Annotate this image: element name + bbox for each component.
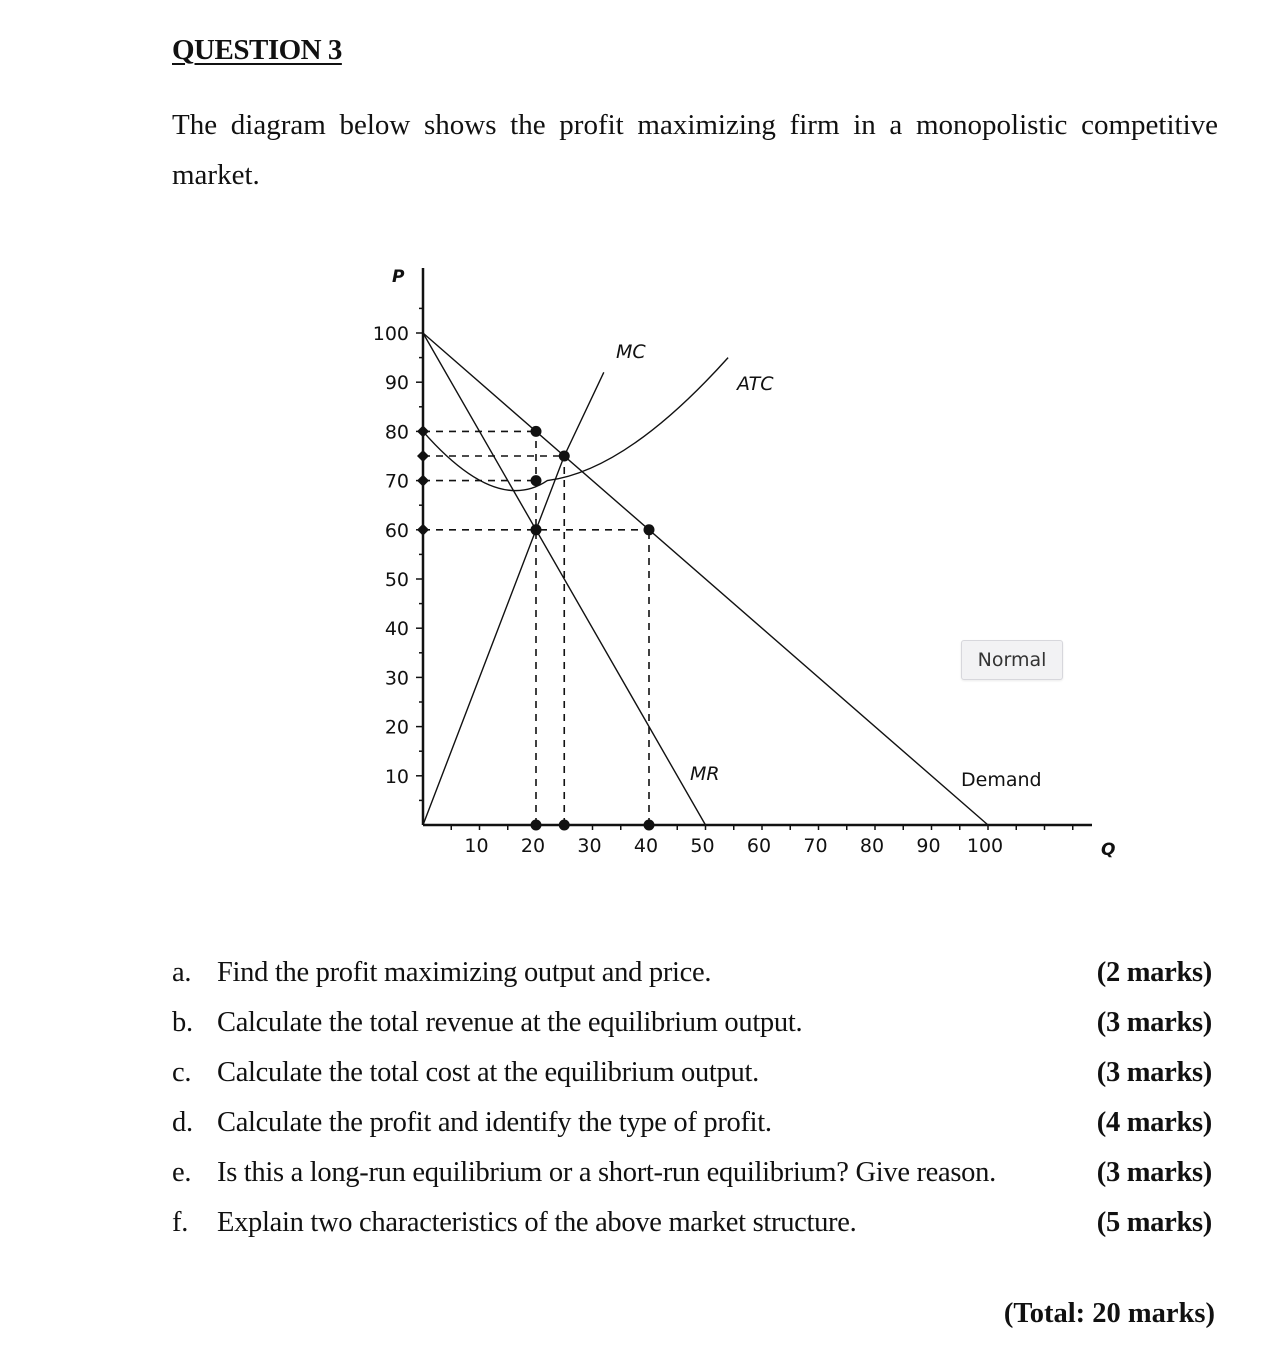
total-marks: (Total: 20 marks)	[1003, 1298, 1215, 1329]
question-text: Explain two characteristics of the above market structure.	[217, 1207, 857, 1238]
atc-curve	[423, 358, 728, 491]
x-tick-label: 50	[690, 835, 715, 857]
demand-label: Demand	[961, 769, 1042, 791]
normal-tooltip: Normal	[961, 640, 1063, 680]
x-tick-label: 80	[859, 835, 885, 857]
question-letter: b.	[172, 1007, 193, 1038]
question-letter: e.	[172, 1157, 192, 1188]
question-marks: (3 marks)	[1096, 1057, 1212, 1088]
question-marks: (4 marks)	[1096, 1107, 1212, 1138]
x-tick-label: 60	[746, 835, 772, 857]
question-text: Calculate the profit and identify the type of profit.	[217, 1107, 772, 1138]
question-item-e	[172, 1148, 1216, 1198]
atc-label: ATC	[737, 373, 774, 395]
question-list	[172, 948, 1216, 1248]
intro-paragraph: The diagram below shows the profit maximizing firm in a monopolistic competitive market.	[172, 109, 1218, 191]
question-text: Find the profit maximizing output and price.	[217, 957, 712, 988]
y-tick-label: 90	[384, 372, 409, 395]
marked-point	[531, 475, 542, 486]
x-tick-label: 20	[520, 835, 546, 857]
question-item-c	[172, 1048, 1216, 1098]
question-marks: (5 marks)	[1096, 1207, 1212, 1238]
question-letter: c.	[172, 1057, 192, 1088]
y-tick-label: 30	[384, 667, 409, 690]
mr-label: MR	[690, 763, 720, 785]
marked-point	[644, 524, 655, 535]
question-item-a	[172, 948, 1216, 998]
y-tick-label: 60	[384, 519, 409, 542]
x-tick-label: 30	[577, 835, 602, 857]
y-tick-label: 80	[384, 421, 409, 444]
question-marks: (2 marks)	[1096, 957, 1212, 988]
y-tick-label: 10	[384, 765, 409, 788]
x-tick-label: 40	[633, 835, 659, 857]
marked-point	[531, 426, 542, 437]
y-tick-label: 50	[384, 569, 409, 591]
marked-point	[559, 451, 570, 462]
y-tick-label: 20	[384, 716, 409, 739]
y-axis-name: P	[392, 267, 405, 287]
mc-curve	[423, 372, 604, 825]
question-item-d	[172, 1098, 1216, 1148]
x-axis-name: Q	[1101, 840, 1116, 860]
question-letter: a.	[172, 957, 192, 988]
x-tick-label: 90	[916, 835, 941, 857]
question-item-b	[172, 998, 1216, 1048]
y-tick-label: 40	[384, 618, 409, 641]
question-marks: (3 marks)	[1096, 1157, 1212, 1188]
question-letter: d.	[172, 1107, 193, 1138]
question-item-f	[172, 1198, 1216, 1248]
question-letter: f.	[172, 1207, 189, 1238]
question-marks: (3 marks)	[1096, 1007, 1212, 1038]
question-text: Calculate the total cost at the equilibrium output.	[217, 1057, 759, 1088]
demand-curve	[423, 333, 988, 825]
mc-label: MC	[616, 341, 646, 363]
x-tick-label: 10	[464, 835, 489, 857]
question-text: Is this a long-run equilibrium or a short-run equilibrium? Give reason.	[217, 1157, 996, 1188]
x-tick-label: 100	[966, 835, 1004, 857]
question-text: Calculate the total revenue at the equilibrium output.	[217, 1007, 803, 1038]
marked-point	[531, 524, 542, 535]
question-heading: QUESTION 3	[172, 34, 342, 66]
mr-curve	[423, 333, 706, 825]
x-tick-label: 70	[803, 835, 828, 857]
y-tick-label: 70	[384, 470, 409, 493]
y-tick-label: 100	[372, 323, 409, 345]
